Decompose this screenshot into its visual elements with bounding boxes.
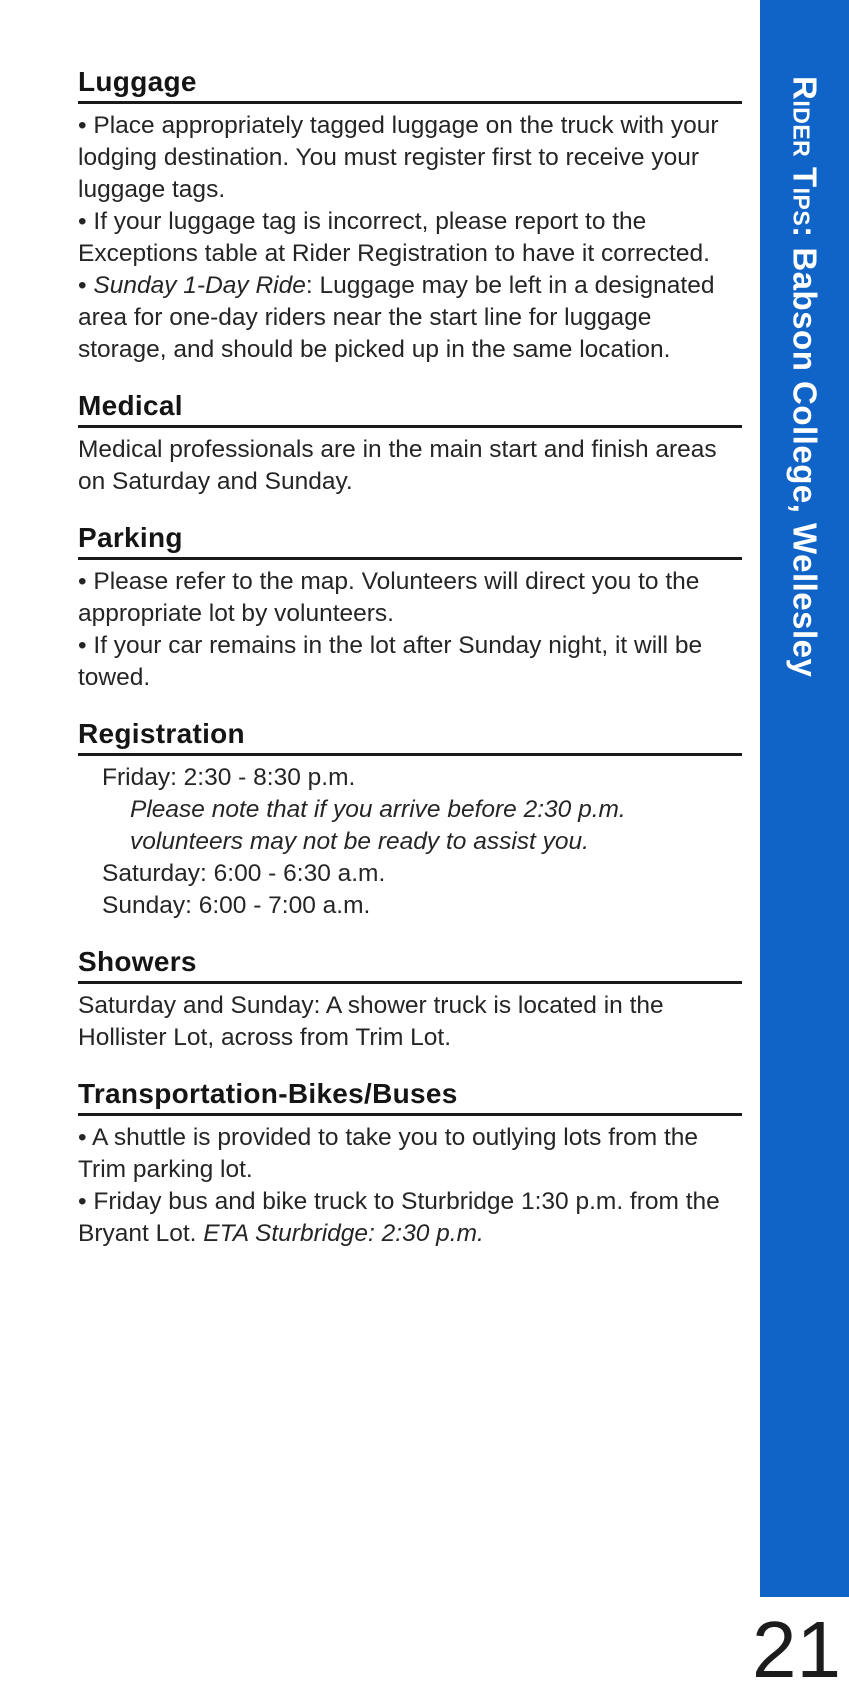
text-run: • Friday bus and bike truck to Sturbridge 1:30 p.m. from the Bryant Lot. <box>78 1188 720 1247</box>
text-run: Saturday and Sunday: A shower truck is located in the Hollister Lot, across from Trim Lot. <box>78 992 664 1051</box>
section-heading-transportation-bikes-buses: Transportation-Bikes/Buses <box>78 1078 742 1116</box>
paragraph <box>78 206 742 270</box>
italic-text-run: ETA Sturbridge: 2:30 p.m. <box>203 1220 484 1247</box>
paragraph <box>78 762 742 794</box>
sidebar-title-prefix: Rider Tips: <box>786 76 824 238</box>
section-medical <box>78 390 742 498</box>
section-heading-registration: Registration <box>78 718 742 756</box>
paragraph <box>78 858 742 890</box>
paragraph <box>78 110 742 206</box>
section-heading-parking: Parking <box>78 522 742 560</box>
text-run: • Place appropriately tagged luggage on the truck with your lodging destination. You must register first to receive your luggage tags. <box>78 112 719 203</box>
section-luggage <box>78 66 742 366</box>
paragraph <box>78 630 742 694</box>
sidebar-tab <box>760 0 849 1597</box>
text-run: • If your luggage tag is incorrect, please report to the Exceptions table at Rider Registration to have it corrected. <box>78 208 710 267</box>
paragraph <box>78 566 742 630</box>
text-run: Sunday: 6:00 - 7:00 a.m. <box>102 892 371 919</box>
sidebar-title-location: Babson College, Wellesley <box>786 237 824 678</box>
text-run: Medical professionals are in the main start and finish areas on Saturday and Sunday. <box>78 436 717 495</box>
italic-text-run: Sunday 1-Day Ride <box>93 272 306 299</box>
text-run: Saturday: 6:00 - 6:30 a.m. <box>102 860 386 887</box>
paragraph <box>78 890 742 922</box>
section-showers <box>78 946 742 1054</box>
paragraph <box>78 1186 742 1250</box>
section-heading-luggage: Luggage <box>78 66 742 104</box>
section-parking <box>78 522 742 694</box>
text-run: Friday: 2:30 - 8:30 p.m. <box>102 764 356 791</box>
section-heading-medical: Medical <box>78 390 742 428</box>
paragraph <box>78 794 742 858</box>
sidebar-title <box>786 0 824 677</box>
page-number: 21 <box>752 1605 841 1694</box>
section-registration <box>78 718 742 922</box>
section-heading-showers: Showers <box>78 946 742 984</box>
text-run: • <box>78 272 94 299</box>
paragraph <box>78 434 742 498</box>
section-transportation-bikes-buses <box>78 1078 742 1250</box>
text-run: • A shuttle is provided to take you to outlying lots from the Trim parking lot. <box>78 1124 699 1183</box>
paragraph <box>78 990 742 1054</box>
text-run: • If your car remains in the lot after Sunday night, it will be towed. <box>78 632 703 691</box>
italic-text-run: Please note that if you arrive before 2:30 p.m. volunteers may not be ready to assist you. <box>130 796 626 855</box>
content <box>78 66 742 1274</box>
paragraph <box>78 270 742 366</box>
text-run: : Luggage may be left in a designated area for one-day riders near the start line for luggage storage, and should be picked up in the same location. <box>78 272 715 363</box>
paragraph <box>78 1122 742 1186</box>
text-run: • Please refer to the map. Volunteers will direct you to the appropriate lot by volunteers. <box>78 568 700 627</box>
